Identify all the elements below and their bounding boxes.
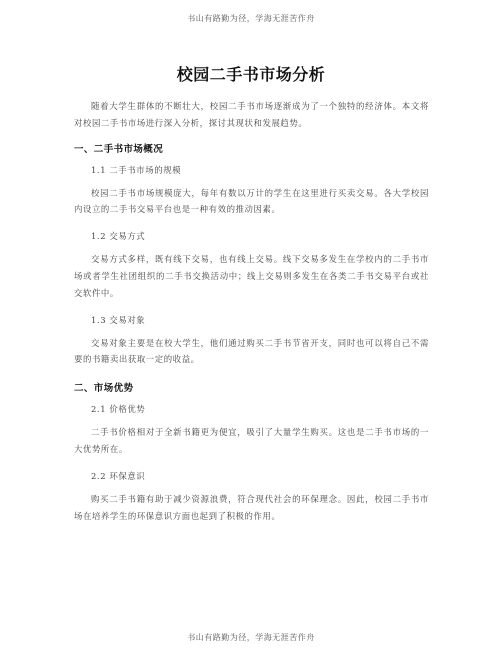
subsection-heading-1-2: 1.2 交易方式 [91, 231, 146, 242]
running-footer: 书山有路勤为径，学海无涯苦作舟 [187, 633, 315, 642]
subsection-heading-2-2: 2.2 环保意识 [91, 470, 146, 481]
paragraph-1-3: 交易对象主要是在校大学生，他们通过购买二手书节省开支，同时也可以将自己不需要的书籍卖出获取一定的收益。 [74, 337, 429, 365]
section-heading-1: 一、二手书市场概况 [74, 143, 164, 155]
subsection-heading-2-1: 2.1 价格优势 [91, 404, 146, 415]
paragraph-2-2: 购买二手书籍有助于减少资源浪费，符合现代社会的环保理念。因此，校园二手书市场在培养学生的环保意识方面也起到了积极的作用。 [74, 493, 429, 521]
intro-paragraph: 随着大学生群体的不断壮大，校园二手书市场逐渐成为了一个独特的经济体。本文将对校园二手书市场进行深入分析，探讨其现状和发展趋势。 [74, 101, 429, 128]
paragraph-1-1: 校园二手书市场规模庞大，每年有数以万计的学生在这里进行买卖交易。各大学校园内设立的二手书交易平台也是一种有效的推动因素。 [74, 187, 429, 215]
paragraph-1-2: 交易方式多样，既有线下交易，也有线上交易。线下交易多发生在学校内的二手书市场或者学生社团组织的二手书交换活动中；线上交易则多发生在各类二手书交易平台或社交软件中。 [74, 254, 429, 298]
subsection-heading-1-1: 1.1 二手书市场的规模 [91, 164, 182, 175]
subsection-heading-1-3: 1.3 交易对象 [91, 314, 146, 325]
paragraph-2-1: 二手书价格相对于全新书籍更为便宜，吸引了大量学生购买。这也是二手书市场的一大优势所在。 [74, 427, 429, 454]
running-header: 书山有路勤为径，学海无涯苦作舟 [187, 14, 315, 23]
document-title: 校园二手书市场分析 [176, 65, 326, 84]
section-heading-2: 二、市场优势 [74, 383, 134, 395]
document-body [74, 98, 429, 524]
